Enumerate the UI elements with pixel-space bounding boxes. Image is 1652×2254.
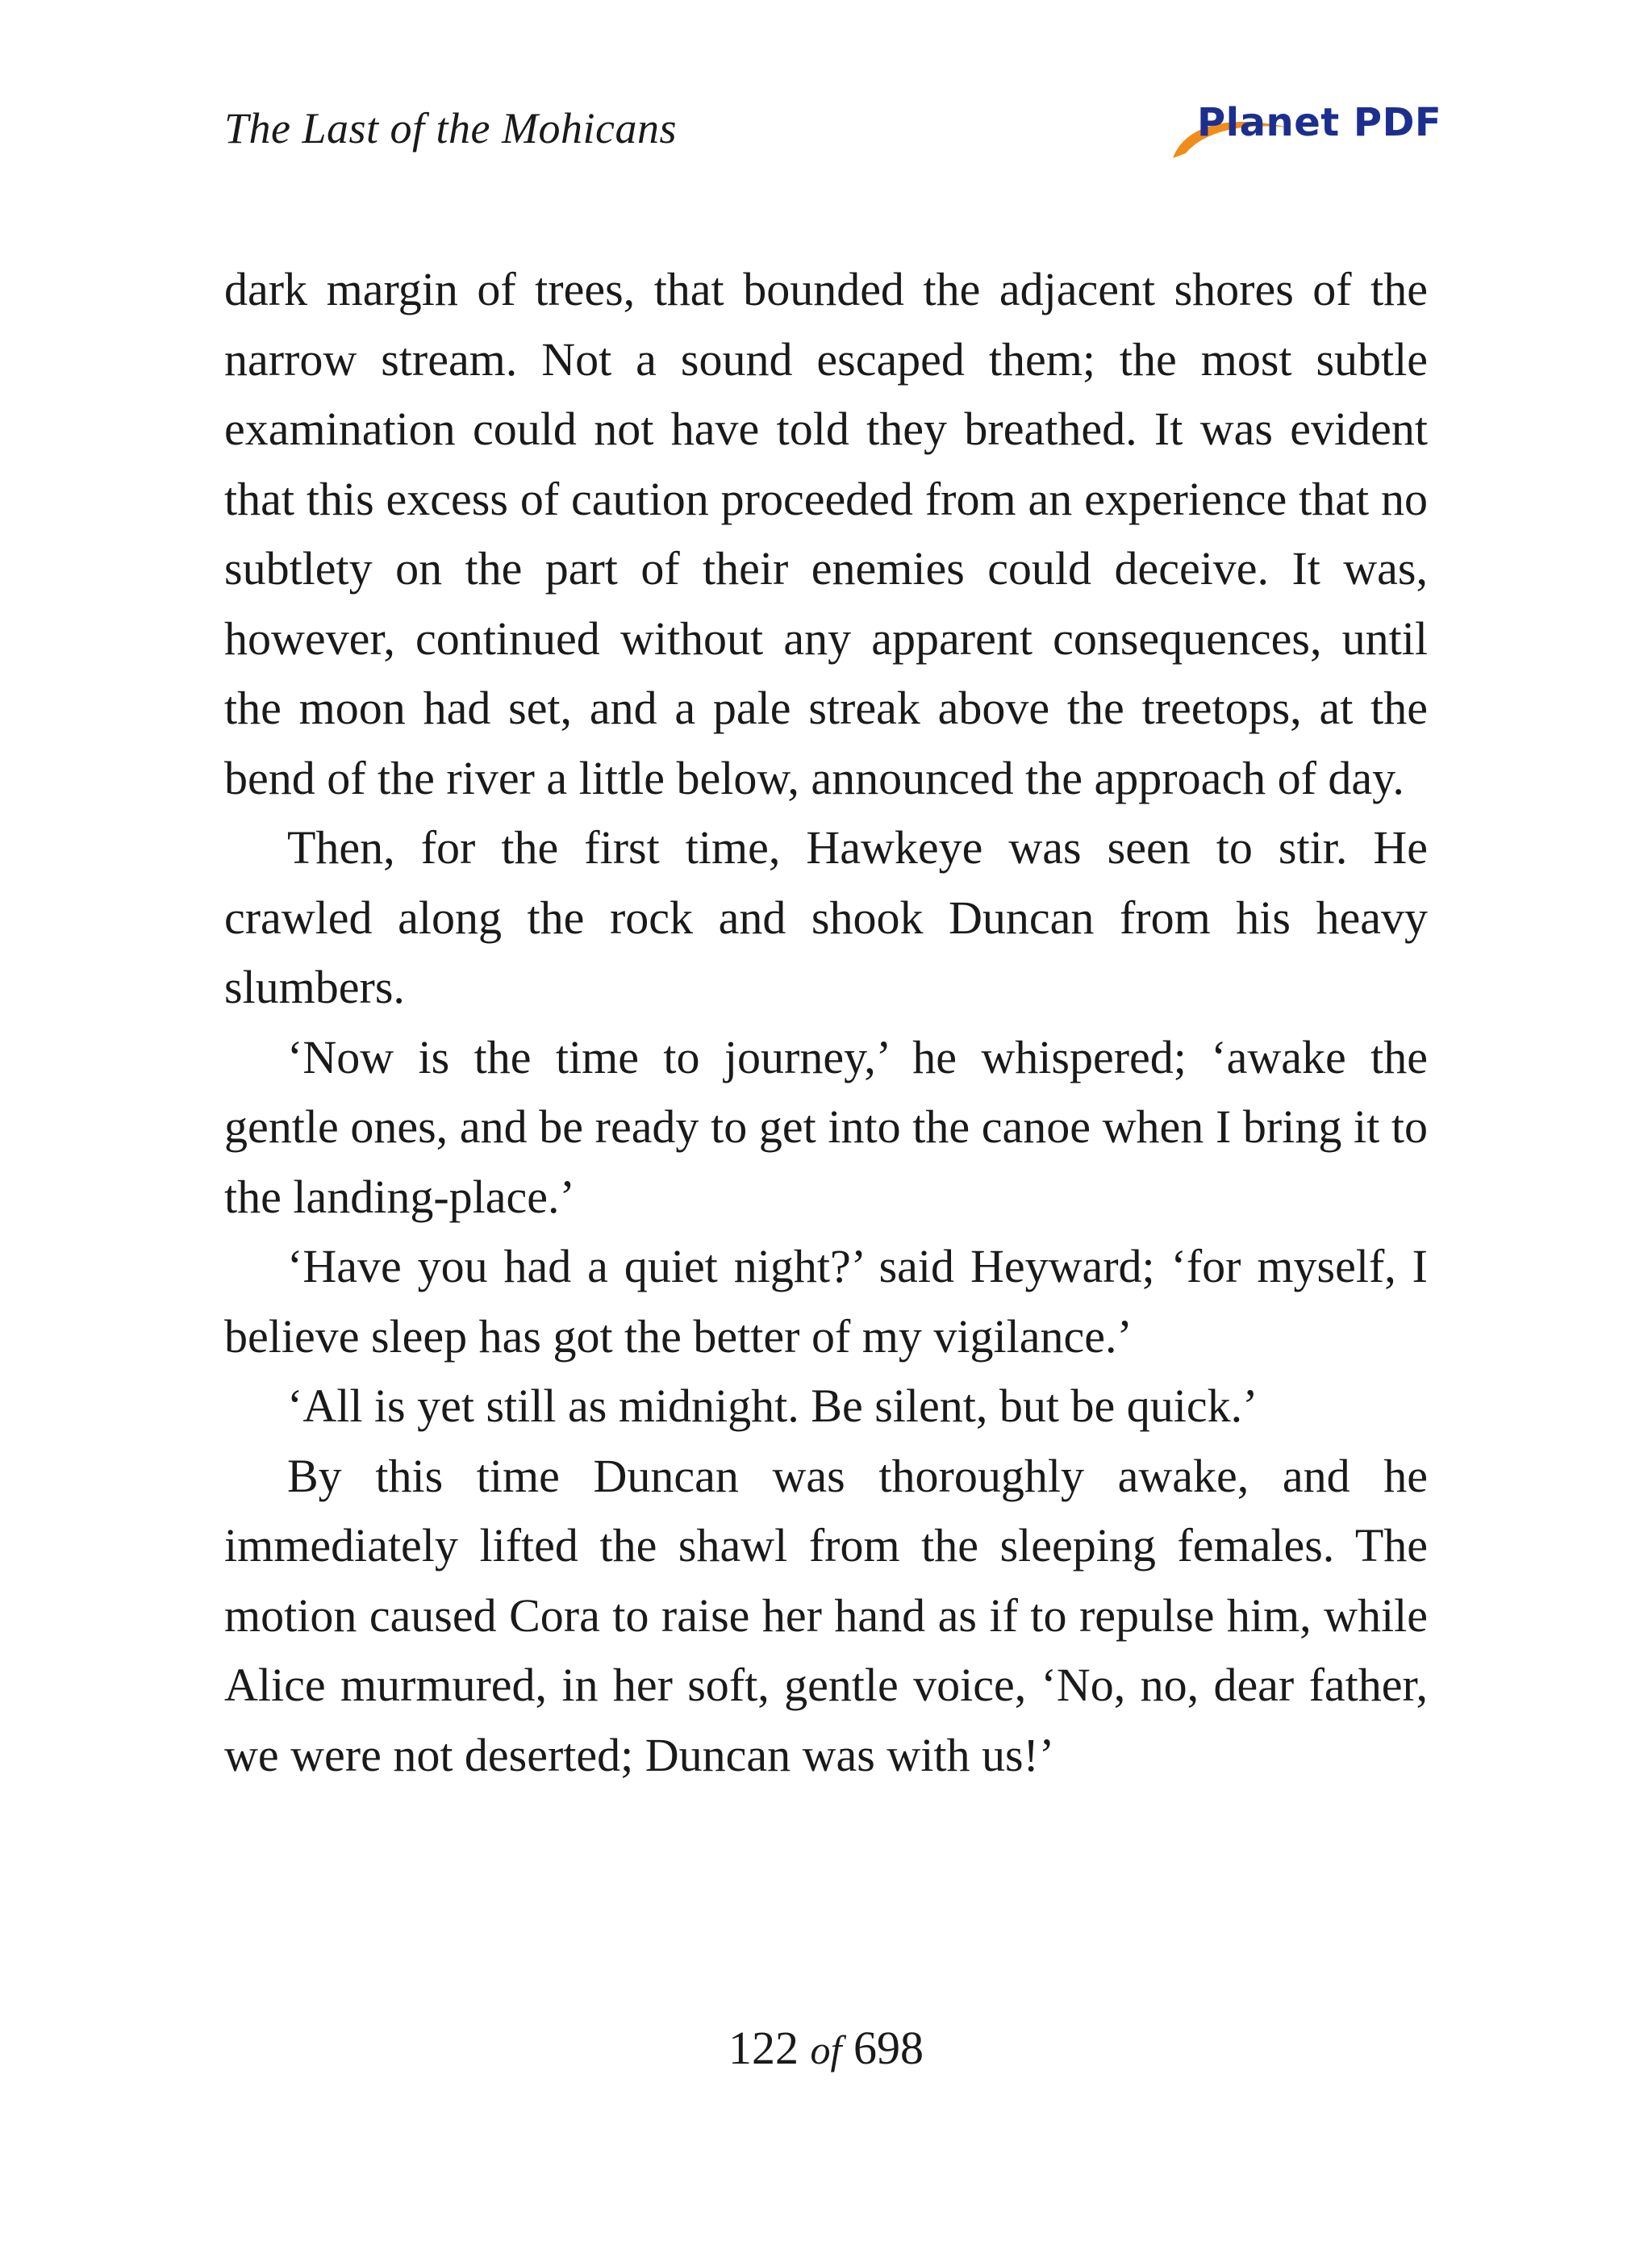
- page-number: [0, 2021, 1652, 2075]
- paragraph-2: Then, for the first time, Hawkeye was seen to stir. He crawled along the rock and shook Duncan from his heavy slumbers.: [224, 821, 1428, 1013]
- paragraph-5: ‘All is yet still as midnight. Be silent, but be quick.’: [287, 1380, 1258, 1432]
- page-of-label: of: [810, 2027, 842, 2072]
- planet-pdf-logo: [1168, 95, 1442, 168]
- paragraph-1: dark margin of trees, that bounded the adjacent shores of the narrow stream. Not a sound escaped them; the most subtle examination could not have told they breathed. It was evident that this excess of caution proceeded from an experience that no subtlety on the part of their enemies could deceive. It was, however, continued without any apparent consequences, until the moon had set, and a pale streak above the treetops, at the bend of the river a little below, announced the approach of day.: [224, 263, 1428, 804]
- page-body: [224, 255, 1428, 1790]
- page-header: [0, 0, 1652, 194]
- logo-text: Planet PDF: [1197, 100, 1442, 145]
- book-title: The Last of the Mohicans: [224, 104, 677, 152]
- paragraph-4: ‘Have you had a quiet night?’ said Heyward; ‘for myself, I believe sleep has got the better of my vigilance.’: [224, 1240, 1428, 1363]
- paragraph-3: ‘Now is the time to journey,’ he whispered; ‘awake the gentle ones, and be ready to get into the canoe when I bring it to the landing-place.’: [224, 1030, 1428, 1223]
- current-page-number: 122: [728, 2022, 799, 2074]
- total-page-count: 698: [853, 2022, 924, 2074]
- paragraph-6: By this time Duncan was thoroughly awake, and he immediately lifted the shawl from the sleeping females. The motion caused Cora to raise her hand as if to repulse him, while Alice murmured, in her soft, gentle voice, ‘No, no, dear father, we were not deserted; Duncan was with us!’: [224, 1449, 1428, 1781]
